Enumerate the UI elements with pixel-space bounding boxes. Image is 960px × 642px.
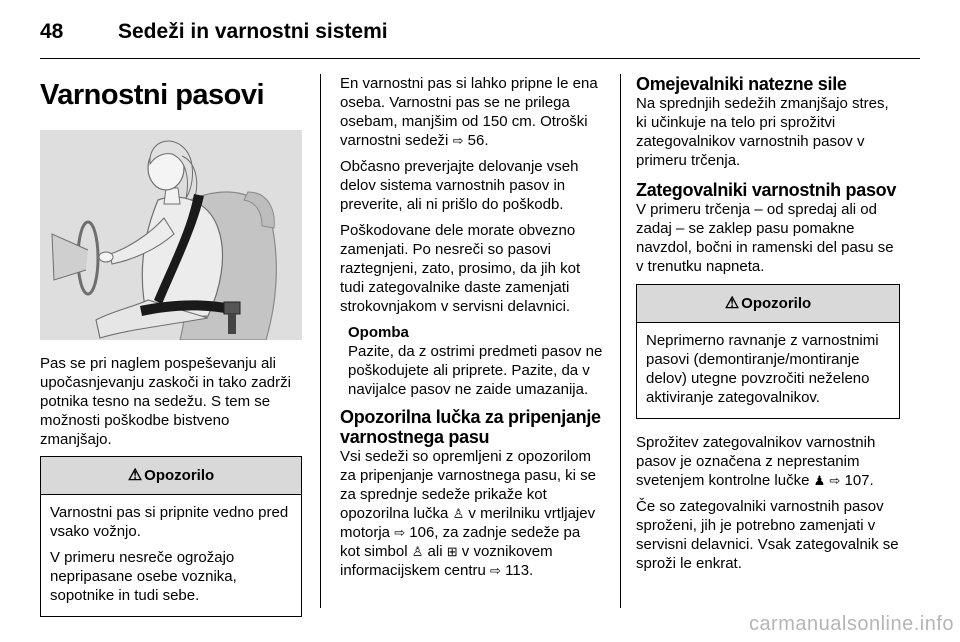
note-title: Opomba bbox=[348, 324, 409, 341]
warning-triangle-icon: ⚠ bbox=[724, 295, 740, 312]
replace-damaged-paragraph: Poškodovane dele morate obvezno zamenjati. Po nesreči so pasovi raztegnjeni, zato, prosimo, da jih kot tudi zategovalnike daste zamenjati strokovnjakom v servisni delavnici. bbox=[340, 222, 581, 315]
reminder-text-a: Vsi sedeži so opremljeni z opozorilom za pripenjanje varnostnega pasu, ki se za sprednje sedeže prikaže kot opozorilna lučka bbox=[340, 448, 596, 522]
page-ref-56[interactable]: 56 bbox=[467, 132, 485, 149]
check-function-paragraph: Občasno preverjajte delovanje vseh delov sistema varnostnih pasov in preverite, ali ni prišlo do poškodb. bbox=[340, 158, 579, 213]
page-ref-113[interactable]: 113 bbox=[505, 562, 530, 579]
airbag-pretensioner-icon: ♟ bbox=[813, 473, 826, 488]
seatbelt-illustration-svg bbox=[40, 130, 302, 340]
rear-seat-symbol-icon: ⊞ bbox=[446, 544, 458, 559]
section-title: Varnostni pasovi bbox=[40, 79, 265, 111]
indicator-text: Sprožitev zategovalnikov varnostnih pasov je označena z neprestanim svetenjem kontrolne lučke bbox=[636, 434, 876, 489]
pretensioner-replace-paragraph: Če so zategovalniki varnostnih pasov sproženi, jih je potrebno zamenjati v servisni delavnici. Vsak zategovalnik se sproži le enkrat. bbox=[636, 498, 899, 572]
reminder-text-c: , za zadnje sedeže pa kot simbol bbox=[340, 524, 581, 560]
page-ref-106[interactable]: 106 bbox=[409, 524, 435, 541]
note-text: Pazite, da z ostrimi predmeti pasov ne poškodujete ali priprete. Pazite, da v navijalce pasov ne zaide umazanija. bbox=[348, 343, 603, 398]
warning-box-1-header bbox=[41, 457, 301, 495]
column-3 bbox=[636, 74, 900, 580]
warning-box-2 bbox=[636, 284, 900, 419]
page-reference-arrow-icon: ⇨ bbox=[394, 525, 406, 540]
intro-paragraph: Pas se pri naglem pospeševanju ali upočasnjevanju zaskoči in tako zadrži potnika tesno na sedežu. S tem se možnosti poškodbe bistveno zmanjšajo. bbox=[40, 355, 291, 448]
column-divider-1 bbox=[320, 74, 321, 608]
seatbelt-reminder-paragraph: Vsi sedeži so opremljeni z opozorilom za pripenjanje varnostnega pasu, ki se za sprednje sedeže prikaže kot opozorilna lučka ♙ v merilniku vrtljajev motorja ⇨ 106, za zadnje sedeže pa kot simbol ♙ ali ⊞ v voznikovem informacijskem centru ⇨ 113. bbox=[340, 448, 596, 579]
warning-box-1 bbox=[40, 456, 302, 617]
chapter-title: Sedeži in varnostni sistemi bbox=[118, 20, 388, 43]
warning-box-2-header bbox=[637, 285, 899, 323]
warning-box-1-text-1: Varnostni pas si pripnite vedno pred vsako vožnjo. bbox=[50, 504, 289, 540]
page-number: 48 bbox=[40, 20, 64, 43]
page-header bbox=[40, 20, 920, 50]
header-divider bbox=[40, 58, 920, 59]
column-2 bbox=[340, 74, 604, 587]
warning-box-2-text: Neprimerno ravnanje z varnostnimi pasovi (demontiranje/montiranje delov) utegne povzročiti neželeno aktiviranje zategovalnikov. bbox=[646, 332, 879, 406]
pretensioners-title: Zategovalniki varnostnih pasov bbox=[636, 180, 897, 200]
seatbelt-warning-icon: ♙ bbox=[411, 544, 424, 559]
warning-box-1-title: Opozorilo bbox=[144, 467, 215, 484]
belt-one-person-text: En varnostni pas si lahko pripne le ena oseba. Varnostni pas se ne prilega osebam, manjšim od 150 cm. Otroški varnostni sedeži bbox=[340, 75, 598, 149]
page-ref-107[interactable]: 107 bbox=[844, 472, 870, 489]
warning-box-1-body bbox=[41, 495, 301, 616]
reminder-text-e: v voznikovem informacijskem centru bbox=[340, 543, 553, 579]
pretensioners-paragraph: V primeru trčenja – od spredaj ali od zadaj – se zaklep pasu pomakne navzdol, bočni in ramenski del pasu se v trenutku napneta. bbox=[636, 201, 894, 275]
seatbelt-reminder-title: Opozorilna lučka za pripenjanje varnostnega pasu bbox=[340, 407, 601, 447]
force-limiters-paragraph: Na sprednjih sedežih zmanjšajo stres, ki učinkuje na telo pri sprožitvi zategovalnikov varnostnih pasov v primeru trčenja. bbox=[636, 95, 889, 169]
reminder-text-b: v merilniku vrtljajev motorja bbox=[340, 505, 596, 541]
force-limiters-title: Omejevalniki natezne sile bbox=[636, 74, 847, 94]
seatbelt-driver-illustration bbox=[40, 130, 302, 340]
pretensioner-indicator-paragraph: Sprožitev zategovalnikov varnostnih pasov je označena z neprestanim svetenjem kontrolne lučke ♟ ⇨ 107. bbox=[636, 434, 876, 489]
warning-box-1-text-2: V primeru nesreče ogrožajo nepripasane osebe voznika, sopotnike in tudi sebe. bbox=[50, 549, 237, 604]
reminder-text-d: ali bbox=[423, 543, 447, 560]
warning-box-2-title: Opozorilo bbox=[741, 295, 812, 312]
column-1 bbox=[40, 74, 302, 617]
watermark: carmanualsonline.info bbox=[748, 613, 954, 635]
warning-triangle-icon: ⚠ bbox=[127, 467, 143, 484]
warning-box-2-body bbox=[637, 323, 899, 418]
page-reference-arrow-icon: ⇨ bbox=[490, 563, 501, 578]
page-reference-arrow-icon: ⇨ bbox=[452, 133, 464, 148]
page-reference-arrow-icon: ⇨ bbox=[829, 473, 841, 488]
column-divider-2 bbox=[620, 74, 621, 608]
seatbelt-warning-icon: ♙ bbox=[452, 506, 465, 521]
note-block bbox=[340, 323, 604, 399]
belt-one-person-paragraph: En varnostni pas si lahko pripne le ena oseba. Varnostni pas se ne prilega osebam, manjšim od 150 cm. Otroški varnostni sedeži ⇨ 56. bbox=[340, 75, 598, 149]
